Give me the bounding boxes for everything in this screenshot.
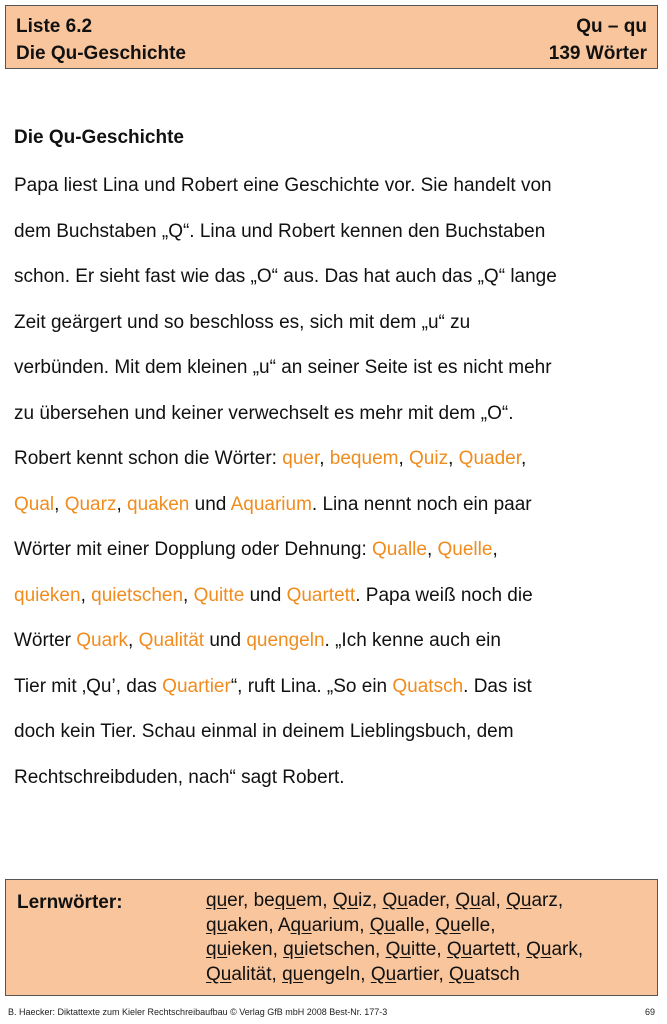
lernwort: Aquarium [277,914,360,936]
story-line: zu übersehen und keiner verwechselt es mehr mit dem „O“. [14,402,514,424]
story-line: dem Buchstaben „Q“. Lina und Robert kennen den Buchstaben [14,220,546,242]
highlighted-word: quer [282,448,320,469]
story-line: verbünden. Mit dem kleinen „u“ an seiner Seite ist es nicht mehr [14,357,552,378]
lernwort: quieken [206,939,273,960]
lernwort: quaken [206,914,269,936]
highlighted-word: Qual [14,493,55,515]
page-number: 69 [644,1007,655,1017]
lernwort: quengeln [282,963,361,985]
story-line: Papa liest Lina und Robert eine Geschichte vor. Sie handelt von [14,175,552,196]
highlighted-word: Quatsch [392,675,464,697]
lernwort: quietschen [283,939,376,960]
header-banner [5,5,658,69]
lernwort: Quartier [370,963,439,985]
lernwoerter-line: quer, bequem, Quiz, Quader, Qual, Quarz, [206,890,564,911]
story-line: Zeit geärgert und so beschloss es, sich mit dem „u“ zu [14,311,471,333]
highlighted-word: Quitte [193,584,245,606]
story-line: Tier mit ‚Qu’, das Quartier“, ruft Lina. „So ein Quatsch. Das ist [14,675,532,697]
lernwort: Quartett [446,939,516,960]
lernwort: Qualität [206,963,272,985]
story-text [14,172,664,809]
highlighted-word: quieken [14,584,81,606]
highlighted-word: Aquarium [230,493,312,515]
story-line: Robert kennt schon die Wörter: quer, bequem, Quiz, Quader, [14,448,527,469]
story-line: doch kein Tier. Schau einmal in deinem Lieblingsbuch, dem [14,721,514,742]
sheet-title: Die Qu-Geschichte [16,43,186,64]
lernwort: Quark [526,939,578,960]
highlighted-word: Qualle [372,539,427,560]
highlighted-word: Quartett [286,584,356,606]
story-line: Qual, Quarz, quaken und Aquarium. Lina nennt noch ein paar [14,493,532,515]
story-line: Wörter Quark, Qualität und quengeln. „Ich kenne auch ein [14,630,501,651]
lernwort: Quarz [506,890,558,911]
highlighted-word: Quarz [64,493,117,515]
lernwort: Qualle [369,914,425,936]
topic-label: Qu – qu [576,16,647,37]
highlighted-word: quengeln [246,630,325,651]
highlighted-word: quaken [127,493,190,515]
highlighted-word: quietschen [91,584,184,606]
lernwort: bequem [253,890,323,911]
highlighted-word: Quark [76,630,129,651]
lernwort: Quatsch [449,963,520,985]
story-title: Die Qu-Geschichte [14,127,184,148]
lernwoerter-box [5,879,658,996]
lernwoerter-line: Qualität, quengeln, Quartier, Quatsch [206,963,520,985]
lernwoerter-label: Lernwörter: [17,892,123,913]
lernwoerter-line: quaken, Aquarium, Qualle, Quelle, [206,914,496,936]
lernwort: Quelle [435,914,491,936]
lernwort: Qual [455,890,496,911]
highlighted-word: Quader [458,448,521,469]
story-line: schon. Er sieht fast wie das „O“ aus. Das hat auch das „Q“ lange [14,266,557,287]
lernwort: Quader [382,890,445,911]
story-line: Rechtschreibduden, nach“ sagt Robert. [14,766,345,788]
highlighted-word: Quelle [437,539,493,560]
story-line: quieken, quietschen, Quitte und Quartett. Papa weiß noch die [14,584,533,606]
lernwort: Quitte [385,939,437,960]
word-count: 139 Wörter [548,43,647,64]
highlighted-word: Quartier [162,675,231,697]
list-id: Liste 6.2 [16,16,93,37]
lernwort: Quiz [332,890,372,911]
highlighted-word: bequem [329,448,399,469]
highlighted-word: Qualität [138,630,205,651]
lernwoerter-line: quieken, quietschen, Quitte, Quartett, Quark, [206,939,584,960]
footer-credit: B. Haecker: Diktattexte zum Kieler Rechtschreibaufbau © Verlag GfB mbH 2008 Best-Nr. 177-3 [8,1007,388,1017]
story-line: Wörter mit einer Dopplung oder Dehnung: Qualle, Quelle, [14,539,498,560]
lernwoerter-list [206,889,656,987]
highlighted-word: Quiz [409,448,449,469]
lernwort: quer [206,890,243,911]
